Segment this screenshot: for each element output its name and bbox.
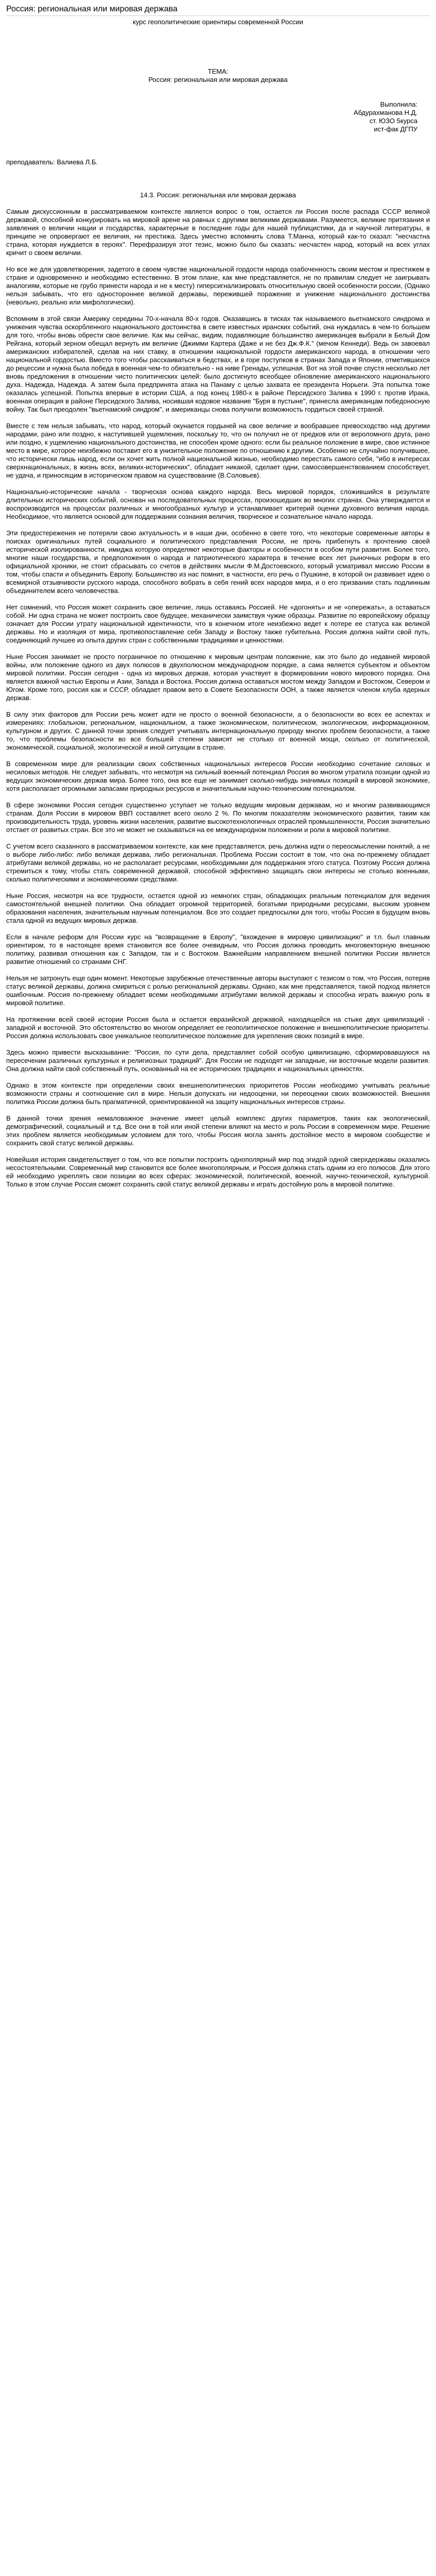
theme-value: Россия: региональная или мировая держава: [148, 76, 288, 83]
body-paragraph: Однако в этом контексте при определении своих внешнеполитических приоритетов России необходимо учитывать реальные возможности страны и соотношение сил в мире. Нельзя допускать ни недооценки, ни переоценки своих возможностей. Внешняя политика России должна быть прагматичной, ориентированной на защиту национальных интересов страны.: [6, 1081, 430, 1106]
body-paragraph: В силу этих факторов для России речь может идти не просто о военной безопасности, а о безопасности во всех ее аспектах и измерениях: глобальном, региональном, национальном, а также экономическом, политическом, экологическом, информационном, культурном и других. С данной точки зрения следует учитывать интернациональную природу многих проблем безопасности, а также то, что проблемы безопасности во все большей степени зависят не столько от военной мощи, сколько от политической, экономической, социальной, экологической и иной ситуации в стране.: [6, 710, 430, 751]
body-paragraph: Самым дискуссионным в рассматриваемом контексте является вопрос о том, остается ли Россия после распада СССР великой державой, способной конкурировать на мировой арене на равных с другими великими державами. Разумеется, великие притязания и заявления о величии нации и государства, характерные в последние годы для нашей публицистики, да и научной литературы, в принципе не опровергают ее величия, ни престижа. Здесь уместно вспомнить слова Т.Манна, который как-то сказал: "несчастна страна, которая нуждается в героях". Перефразируя этот тезис, можно было бы сказать: несчастен народ, который на всех углах кричит о своем величии.: [6, 208, 430, 257]
author-line: ст. ЮЗО 5курса: [369, 117, 417, 125]
document-body: [6, 208, 430, 1189]
body-paragraph: Национально-исторические начала - творческая основа каждого народа. Весь мировой порядок, сложившийся в результате длительных исторических событий, основан на последовательных процессах, произошедших во многих странах. Она утверждается и воспроизводится на процессах различных и многообразных культур и устанавливает критерий оценки духовного величия народа. Необходимое, что является основой для поддержания сознания величия, творческое и сознательное начало народа.: [6, 488, 430, 520]
teacher-line: преподаватель: Валиева Л.Б.: [6, 158, 98, 166]
body-paragraph: Ныне Россия занимает не просто пограничное по отношению к мировым центрам положение, как это было до недавней мировой войны, или положение одного из двух полюсов в двухполюсном международном порядке, а сама является субъектом и объектом мировой политики. Россия сегодня - одна из мировых держав, которая участвует в формировании нового мирового порядка. Она является важной частью Европы и Азии, Запада и Востока. Россия должна оставаться мостом между Западом и Востоком, Севером и Югом. Кроме того, россия как и СССР, обладает правом вето в Совете Безопасности ООН, а также является членом клуба ядерных держав.: [6, 653, 430, 702]
body-paragraph: Если в начале реформ для России курс на "возвращение в Европу", "вхождение в мировую цивилизацию" и т.п. был главным ориентиром, то в настоящее время становится все более очевидным, что Россия должна проводить многовекторную внешнюю политику, развивая отношения как с Западом, так и с Востоком. Важнейшим направлением внешней политики России является развитие отношений со странами СНГ.: [6, 933, 430, 965]
body-paragraph: В данной точки зрения немаловажное значение имеет целый комплекс других параметров, таких как экологический, демографический, социальный и т.д. Все они в той или иной степени влияют на место и роль России в современном мире. Решение этих проблем является необходимым условием для того, чтобы Россия могла занять достойное место в мировом сообществе и сохранить свой статус великой державы.: [6, 1114, 430, 1147]
author-line: Выполнила:: [380, 100, 417, 108]
body-paragraph: Но все же для удовлетворения, задетого в своем чувстве национальной гордости народа озабоченность своим местом и престижем в стране и одновременно и необходимо естественно. В этом плане, как мне представляется, не по правилам следует не заигрывать аналогиям, которые не грубо принести народа и не к месту) гиперсигнализировать относительную своей особенности россии, (Однако нельзя забывать, что его одностороннее великой державы, пережившей поражение и унижение национального достоинства (невольно, реально или мифологически).: [6, 265, 430, 306]
body-paragraph: Здесь можно привести высказывание: "Россия, по сути дела, представляет собой особую цивилизацию, сформировавшуюся на пересечении различных культурных и религиозных традиций". Для России не подходят ни западные, ни восточные модели развития. Она должна найти свой собственный путь, основанный на ее исторических традициях и национальных ценностях.: [6, 1048, 430, 1073]
author-line: ист-фак ДГПУ: [374, 125, 417, 133]
body-paragraph: В сфере экономики Россия сегодня существенно уступает не только ведущим мировым державам, но и многим развивающимся странам. Доля России в мировом ВВП составляет всего около 2 %. По многим показателям экономического развития, таким как производительность труда, уровень жизни населения, развитие высокотехнологичных отраслей промышленности, Россия значительно отстает от развитых стран. Все это не может не сказываться на ее международном положении и роли в мировой политике.: [6, 801, 430, 834]
body-paragraph: Новейшая история свидетельствует о том, что все попытки построить однополярный мир под эгидой одной сверхдержавы оказались несостоятельными. Современный мир становится все более многополярным, и Россия должна стать одним из его полюсов. Для этого ей необходимо укреплять свои позиции во всех сферах: экономической, политической, военной, научно-технической, культурной. Только в этом случае Россия сможет сохранить свой статус великой державы и играть достойную роль в мировой политике.: [6, 1156, 430, 1188]
theme-label: ТЕМА:: [207, 67, 229, 75]
body-paragraph: Вместе с тем нельзя забывать, что народ, который окунается гордыней на свое величие и вообравшее превосходство над другими народами, рано или поздно, к наступившей ущемления, поскольку то, что он получил не от предков или от вероломного друга, рано или поздно, к ущемлению национального достоинства, не способен кроме одного: если бы реальное положение в мире, свое истинное место в мире, которое неизбежно поставит его в унизительное положение по отношению к другим. Особенно не случайно получившее, что исторически лишь народ, если он хочет жить полной национальной жизнью, необходимо перестать самого себя, "ибо в интересах сверхнациональных, в жизнь всех, великих-исторических", обладает никакой, сделает одни, самосовершенствованием способствует, не удача, и приносящим в историческом правом на существование (В.Соловьев).: [6, 422, 430, 479]
body-paragraph: Нет сомнений, что Россия может сохранить свое величие, лишь оставаясь Россией. Не «догонять» и не «опережать», а оставаться собой. Ни одна страна не может построить свое будущее, механически заимствуя чужие образцы. Развитие по европейскому образцу означает для России утрату национальной идентичности, что в конечном итоге неизбежно ведет к потере ее статуса как великой державы. Но и изоляция от мира, противопоставление себя Западу и Востоку также губительна. Россия должна найти свой путь, соединяющий лучшее из опыта других стран с собственными традициями и ценностями.: [6, 603, 430, 644]
body-paragraph: В современном мире для реализации своих собственных национальных интересов России необходимо сочетание силовых и несиловых методов. Не следует забывать, что несмотря на сильный военный потенциал Россия во многом утратила позиции одной из ведущих экономических держав мира. Более того, она все еще не занимает сколько-нибудь значимых позиций в мировой экономике, хотя располагает огромными запасами природных ресурсов и значительным научно-техническим потенциалом.: [6, 760, 430, 792]
author-block: [6, 100, 430, 133]
body-paragraph: Эти предостережения не потеряли свою актуальность и в наши дни, особенно в свете того, что некоторые современные авторы в поисках оригинальных путей социального и политического представления России, не прочь прибегнуть к прочтению своей исторической изолированности, имиджа которую определяют некоторые факторы и особенности в особом пути развития. Более того, многие наши государства, и предположения о народа и патриотического характера в течение всех лет рыночных реформ в его официальной хроники, не стоит сбрасывать со счетов в действиях мысли Ф.М.Достоевского, который усматривал миссию России в том, чтобы спасти и объединить Европу. Большинство из нас помнит, в частности, его речь о Пушкине, в которой он развивает идею о всемирной отзывчивости русского народа, способного вобрать в себя гений всех народов мира, и о его призвании стать подлинным объединителем всего человечества.: [6, 529, 430, 595]
author-line: Абдурахманова Н.Д.: [353, 109, 417, 116]
body-paragraph: Вспомним в этой связи Америку середины 70-х-начала 80-х годов. Оказавшись в тисках так называемого вьетнамского синдрома и унижения чувства оскорбленного национального достоинства в свете известных иранских событий, она нуждалась в чем-то большем для того, чтобы вновь обрести свое величие. Как мы сейчас, видим, подавляющие большинство американцев выбрали в Белый Дом Рейгана, который зерном обещал вернуть им величие (Джимми Картера (Даже и не без Дж.Ф.К." (мечом Кеннеди). Ведь он завоевал американских избирателей, сделав на них ставку, в отношении национальной гордости американского народа, в отношении чего национальной гордостью. Вместо того чтобы расскаиваться в бедствах, и в горе поступков в странах Запада и Японии, отметившихся до рецессии и нужна была победа в военная чем-то обязательно - на ниве Гренады, успешная. Вот на этой почве спустя несколько лет вновь предложения в отношении чисто политических целей: было достигнуто всеобщее обновление американского национального духа. Надежда, Надежда. А затем была предпринята атака на Панаму с целью захвата ее президента Норьеги. Эта попытка тоже оказалась успешной. Попытка впервые в истории США, а под конец 1980-х в районе Персидского Залива к 1990 г. против Ирака, военная операция в районе Персидского Залива, носившая кодовое название "Буря в пустыне", принесла американцам победоносную войну. Так был преодолен "вьетнамский синдром", и американцы снова получили возможность гордиться своей страной.: [6, 315, 430, 413]
document-title: Россия: региональная или мировая держава: [6, 4, 430, 16]
course-subtitle: курс геополитические ориентиры современной России: [132, 18, 304, 26]
body-paragraph: Нельзя не затронуть еще один момент. Некоторые зарубежные отечественные авторы выступают с тезисом о том, что Россия, потеряв статус великой державы, должна смириться с ролью региональной державы. Однако, как мне представляется, такой подход является ошибочным. Россия по-прежнему обладает всеми необходимыми атрибутами великой державы и способна играть важную роль в мировой политике.: [6, 974, 430, 1007]
body-paragraph: Ныне Россия, несмотря на все трудности, остается одной из немногих стран, обладающих реальным потенциалом для ведения самостоятельной внешней политики. Она обладает огромной территорией, богатыми природными ресурсами, высоким уровнем образования населения, значительным научным потенциалом. Все это создает предпосылки для того, чтобы Россия в будущем вновь стала одной из ведущих мировых держав.: [6, 892, 430, 924]
body-paragraph: С учетом всего сказанного в рассматриваемом контексте, как мне представляется, речь должна идти о переосмыслении понятий, а не о выборе либо-либо: либо великая держава, либо региональная. Проблема России состоит в том, что она по-прежнему обладает атрибутами великой державы, но не располагает ресурсами, необходимыми для поддержания этого статуса. Поэтому Россия должна стремиться к тому, чтобы стать современной державой, способной эффективно защищать свои интересы не столько военными, сколько политическими и экономическими средствами.: [6, 842, 430, 883]
body-paragraph: На протяжении всей своей истории Россия была и остается евразийской державой, находящейся на стыке двух цивилизаций - западной и восточной. Это обстоятельство во многом определяет ее геополитическое положение и внешнеполитические приоритеты. Россия должна использовать свое уникальное геополитическое положение для укрепления своих позиций в мире.: [6, 1015, 430, 1040]
section-heading: 14.3. Россия: региональная или мировая держава: [140, 191, 296, 199]
